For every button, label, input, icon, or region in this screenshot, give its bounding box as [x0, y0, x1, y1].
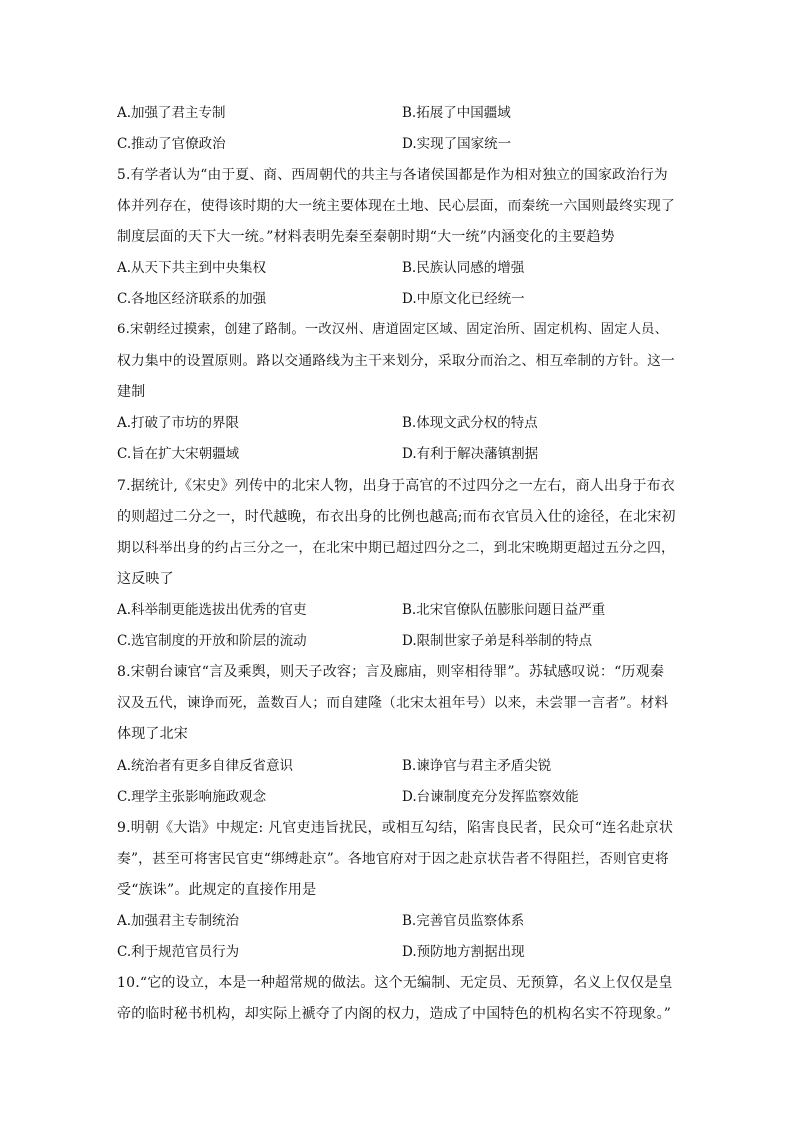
q8-stem-line: 汉及五代，谏诤而死，盖数百人；而自建隆（北宋太祖年号）以来，未尝罪一言者”。材料 [117, 695, 669, 711]
q5-stem-line: 制度层面的天下大一统。”材料表明先秦至秦朝时期“大一统”内涵变化的主要趋势 [117, 229, 615, 245]
q9-stem-line: 受“族诛”。此规定的直接作用是 [117, 882, 317, 898]
q8-option-d: D.台谏制度充分发挥监察效能 [402, 789, 579, 805]
q5-option-d: D.中原文化已经统一 [402, 291, 525, 307]
q6-option-b: B.体现文武分权的特点 [402, 415, 538, 431]
q5-stem-line: 5.有学者认为“由于夏、商、西周朝代的共主与各诸侯国都是作为相对独立的国家政治行为 [117, 167, 668, 183]
q7-option-d: D.限制世家子弟是科举制的特点 [402, 633, 593, 649]
q4-option-c: C.推动了官僚政治 [117, 136, 226, 152]
q5-option-b: B.民族认同感的增强 [402, 260, 525, 276]
q5-option-c: C.各地区经济联系的加强 [117, 291, 267, 307]
q6-stem-line: 6.宋朝经过摸索，创建了路制。一改汉州、唐道固定区域、固定治所、固定机构、固定人员、 [117, 322, 669, 337]
q4-option-a: A.加强了君主专制 [117, 105, 226, 121]
q6-option-c: C.旨在扩大宋朝疆域 [117, 446, 240, 462]
q9-stem-line: 9.明朝《大诰》中规定: 凡官吏违旨扰民，或相互勾结，陷害良民者，民众可“连名赴京状 [117, 820, 674, 836]
q8-stem-line: 8.宋朝台谏官“言及乘舆，则天子改容；言及廊庙，则宰相待罪”。苏轼感叹说：“历观秦 [117, 664, 665, 680]
q10-stem-line: 帝的临时秘书机构，却实际上褫夺了内阁的权力，造成了中国特色的机构名实不符现象。” [117, 1006, 672, 1022]
q7-stem-line: 的则超过二分之一，时代越晚，布衣出身的比例也越高;而布衣官员入仕的途径，在北宋初 [117, 509, 676, 525]
q8-stem-line: 体现了北宋 [117, 726, 188, 742]
q9-option-b: B.完善官员监察体系 [402, 913, 525, 929]
q7-stem-line: 7.据统计,《宋史》列传中的北宋人物，出身于高官的不过四分之一左右，商人出身于布衣 [117, 478, 676, 494]
q8-option-c: C.理学主张影响施政观念 [117, 789, 267, 805]
q9-option-c: C.利于规范官员行为 [117, 944, 240, 960]
q6-stem-line: 权力集中的设置原则。路以交通路线为主干来划分，采取分而治之、相互牵制的方针。这一 [117, 353, 676, 369]
q6-option-d: D.有利于解决藩镇割据 [402, 446, 539, 462]
q7-option-c: C.选官制度的开放和阶层的流动 [117, 633, 307, 649]
q5-option-a: A.从天下共主到中央集权 [117, 260, 267, 276]
q8-option-b: B.谏诤官与君主矛盾尖锐 [402, 758, 552, 774]
q9-stem-line: 奏”，甚至可将害民官吏“绑缚赴京”。各地官府对于因之赴京状告者不得阻拦，否则官吏将 [117, 851, 669, 867]
q9-option-a: A.加强君主专制统治 [117, 913, 240, 929]
q4-option-d: D.实现了国家统一 [402, 136, 512, 152]
q9-option-d: D.预防地方割据出现 [402, 944, 525, 960]
q6-option-a: A.打破了市坊的界限 [117, 415, 240, 431]
q4-option-b: B.拓展了中国疆域 [402, 105, 511, 121]
q6-stem-line: 建制 [117, 384, 146, 400]
q5-stem-line: 体并列存在，使得该时期的大一统主要体现在土地、民心层面，而秦统一六国则最终实现了 [117, 198, 676, 214]
q10-stem-line: 10.“它的设立，本是一种超常规的做法。这个无编制、无定员、无预算，名义上仅仅是皇 [117, 975, 673, 991]
q7-stem-line: 期以科举出身的约占三分之一，在北宋中期已超过四分之二，到北宋晚期更超过五分之四， [117, 540, 676, 556]
q7-option-a: A.科举制更能选拔出优秀的官吏 [117, 602, 307, 618]
q7-option-b: B.北宋官僚队伍膨胀问题日益严重 [402, 602, 606, 618]
q8-option-a: A.统治者有更多自律反省意识 [117, 758, 294, 774]
q7-stem-line: 这反映了 [117, 571, 174, 587]
